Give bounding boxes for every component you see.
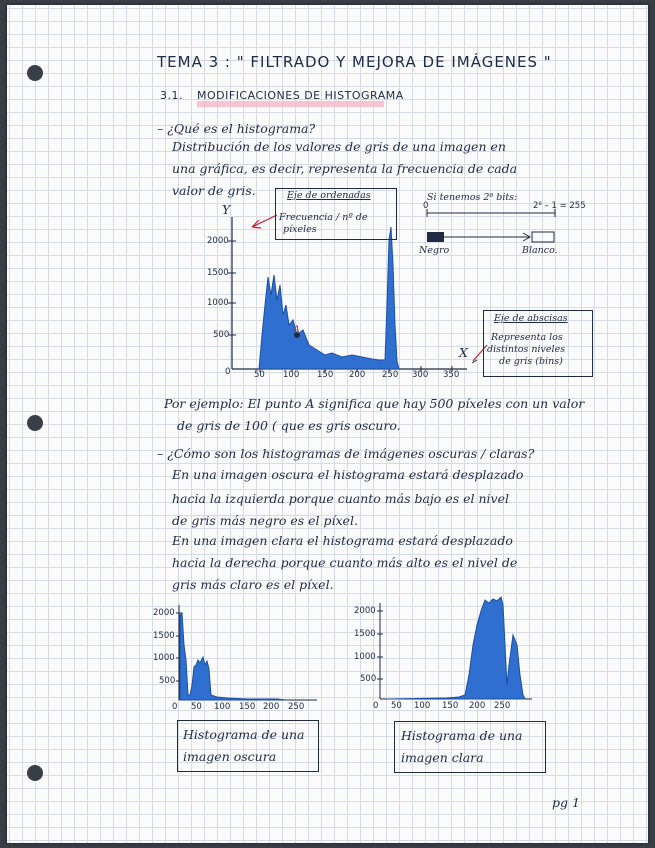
- answer-line: En una imagen oscura el histograma estará desplazado: [172, 467, 524, 482]
- dark-x-tick: 150: [239, 702, 256, 712]
- section-title: MODIFICACIONES DE HISTOGRAMA: [197, 89, 404, 102]
- x-tick: 350: [443, 370, 460, 380]
- y-tick: 2000: [207, 236, 229, 246]
- y-axis-letter: Y: [222, 202, 231, 217]
- dark-caption: imagen oscura: [183, 749, 277, 764]
- x-tick: 150: [317, 370, 334, 380]
- light-y-tick: 1000: [354, 652, 376, 662]
- dark-x-tick: 200: [263, 702, 280, 712]
- y-axis-note-text: Frecuencia / nº de: [279, 212, 368, 223]
- notebook-page: [7, 5, 648, 843]
- page-title: TEMA 3 : " FILTRADO Y MEJORA DE IMÁGENES ": [157, 53, 552, 71]
- y-tick: 1000: [207, 298, 229, 308]
- y-axis-note-title: Eje de ordenadas: [287, 190, 371, 201]
- light-caption: imagen clara: [401, 750, 484, 765]
- answer-line: En una imagen clara el histograma estará desplazado: [172, 533, 513, 548]
- light-histogram-fill: [387, 597, 525, 699]
- x-axis-note-title: Eje de abscisas: [494, 313, 568, 324]
- dark-histogram-fill: [180, 613, 287, 700]
- page-number: pg 1: [552, 795, 580, 810]
- point-a-label: A: [293, 324, 300, 335]
- bits-zero: 0: [423, 201, 429, 211]
- light-caption: Histograma de una: [401, 728, 523, 743]
- answer-line: valor de gris.: [172, 183, 256, 198]
- answer-line: hacia la izquierda porque cuanto más bajo es el nivel: [172, 491, 509, 506]
- answer-line: gris más claro es el píxel.: [172, 577, 334, 592]
- y-axis-note-text: píxeles: [283, 224, 317, 235]
- dark-x-tick: 0: [172, 702, 178, 712]
- x-tick: 200: [349, 370, 366, 380]
- dark-y-tick: 1500: [153, 631, 175, 641]
- dark-y-tick: 500: [159, 676, 176, 686]
- y-tick: 0: [225, 367, 231, 377]
- question-2: – ¿Cómo son los histogramas de imágenes oscuras / claras?: [157, 446, 535, 461]
- light-x-tick: 50: [391, 701, 402, 711]
- x-tick: 50: [254, 370, 265, 380]
- answer-line: Distribución de los valores de gris de una imagen en: [172, 139, 506, 154]
- x-tick: 250: [382, 370, 399, 380]
- white-label: Blanco.: [522, 245, 558, 256]
- bits-text: Si tenemos 2⁸ bits:: [427, 192, 518, 203]
- dark-x-tick: 250: [288, 702, 305, 712]
- light-x-tick: 100: [414, 701, 431, 711]
- section-number: 3.1.: [160, 89, 183, 102]
- example-line: Por ejemplo: El punto A significa que hay 500 píxeles con un valor: [164, 396, 585, 411]
- x-tick: 300: [412, 370, 429, 380]
- answer-line: hacia la derecha porque cuanto más alto es el nivel de: [172, 555, 518, 570]
- dark-y-tick: 1000: [153, 653, 175, 663]
- light-x-tick: 200: [469, 701, 486, 711]
- question-1: – ¿Qué es el histograma?: [157, 121, 316, 136]
- light-x-tick: 0: [373, 701, 379, 711]
- light-y-tick: 500: [360, 674, 377, 684]
- black-label: Negro: [419, 245, 450, 256]
- light-y-tick: 2000: [354, 606, 376, 616]
- light-x-tick: 150: [442, 701, 459, 711]
- y-tick: 500: [213, 330, 230, 340]
- x-axis-letter: X: [459, 345, 468, 360]
- x-axis-note-text: de gris (bins): [499, 356, 563, 367]
- x-axis-note-text: Representa los: [491, 332, 563, 343]
- light-x-tick: 250: [494, 701, 511, 711]
- small-histograms: [7, 5, 648, 843]
- example-line: de gris de 100 ( que es gris oscuro.: [177, 418, 401, 433]
- y-tick: 1500: [207, 268, 229, 278]
- dark-y-tick: 2000: [153, 608, 175, 618]
- dark-caption: Histograma de una: [183, 727, 305, 742]
- answer-line: de gris más negro es el píxel.: [172, 513, 358, 528]
- light-y-tick: 1500: [354, 629, 376, 639]
- dark-x-tick: 50: [191, 702, 202, 712]
- bits-max: 2⁸ – 1 = 255: [533, 201, 586, 211]
- x-axis-note-text: distintos niveles: [487, 344, 566, 355]
- x-tick: 100: [283, 370, 300, 380]
- dark-x-tick: 100: [214, 702, 231, 712]
- answer-line: una gráfica, es decir, representa la frecuencia de cada: [172, 161, 518, 176]
